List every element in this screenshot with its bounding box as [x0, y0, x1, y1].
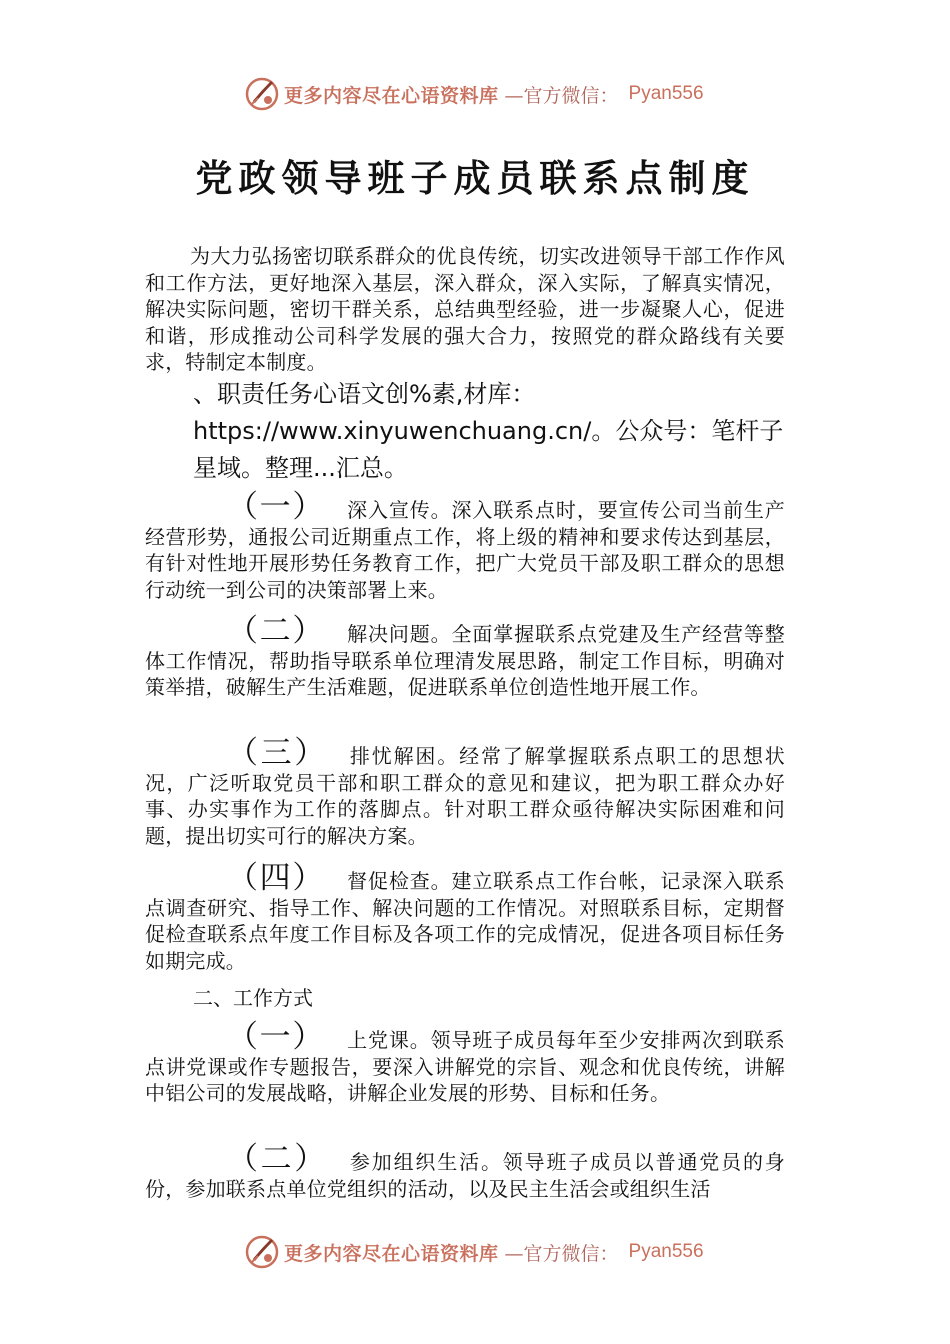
- banner-separator: —官方微信：: [504, 84, 619, 107]
- item-text: 解决问题。全面掌握联系点党建及生产经营等整体工作情况，帮助指导联系单位理清发展思路，制定工作目标，明确对策举措，破解生产生活难题，促进联系单位创造性地开展工作。: [145, 622, 785, 699]
- section1-item-4: [145, 860, 785, 974]
- banner-brand: 更多内容尽在心语资料库: [284, 1242, 499, 1265]
- item-text: 参加组织生活。领导班子成员以普通党员的身份，参加联系点单位党组织的活动，以及民主生活会或组织生活: [145, 1150, 786, 1201]
- item-number: （一）: [227, 1019, 326, 1055]
- section2-heading: 二、工作方式: [193, 986, 313, 1010]
- item-text: 排忧解困。经常了解掌握联系点职工的思想状况，广泛听取党员干部和职工群众的意见和建议，把为职工群众办好事、办实事作为工作的落脚点。针对职工群众亟待解决实际困难和问题，提出切实可行的解决方案。: [145, 744, 786, 848]
- quill-seal-icon: [244, 1234, 280, 1270]
- section1-heading: 、职责任务心语文创%素,材库：https://www.xinyuwenchuang.cn/。公众号：笔杆子星域。整理...汇总。: [193, 380, 784, 482]
- item-text: 上党课。领导班子成员每年至少安排两次到联系点讲党课或作专题报告，要深入讲解党的宗旨、观念和优良传统，讲解中铝公司的发展战略，讲解企业发展的形势、目标和任务。: [145, 1028, 785, 1105]
- section1-item-2: [145, 613, 785, 701]
- item-number: （一）: [227, 489, 326, 525]
- quill-seal-icon: [244, 76, 280, 112]
- banner-separator: —官方微信：: [504, 1242, 619, 1265]
- item-number: （二）: [227, 613, 326, 649]
- item-number: （二）: [227, 1141, 328, 1177]
- banner-brand: 更多内容尽在心语资料库: [284, 84, 499, 107]
- header-banner: [244, 74, 704, 114]
- item-text: 深入宣传。深入联系点时，要宣传公司当前生产经营形势，通报公司近期重点工作，将上级的精神和要求传达到基层，有针对性地开展形势任务教育工作，把广大党员干部及职工群众的思想行动统一到公司的决策部署上来。: [145, 498, 785, 602]
- section2-item-1: [145, 1019, 785, 1107]
- footer-banner: [244, 1232, 704, 1272]
- item-text: 督促检查。建立联系点工作台帐，记录深入联系点调查研究、指导工作、解决问题的工作情况。对照联系目标，定期督促检查联系点年度工作目标及各项工作的完成情况，促进各项目标任务如期完成。: [145, 869, 785, 973]
- item-number: （四）: [227, 860, 326, 896]
- item-number: （三）: [227, 735, 328, 771]
- banner-wechat: Pyan556: [628, 83, 704, 104]
- page-title: 党政领导班子成员联系点制度: [195, 156, 755, 200]
- banner-wechat: Pyan556: [628, 1241, 704, 1262]
- section2-item-2: [145, 1141, 786, 1202]
- section1-item-1: [145, 489, 785, 603]
- intro-paragraph: 为大力弘扬密切联系群众的优良传统，切实改进领导干部工作作风和工作方法，更好地深入基层，深入群众，深入实际，了解真实情况，解决实际问题，密切干群关系，总结典型经验，进一步凝聚人心，促进和谐，形成推动公司科学发展的强大合力，按照党的群众路线有关要求，特制定本制度。: [145, 244, 785, 374]
- section1-item-3: [145, 735, 786, 849]
